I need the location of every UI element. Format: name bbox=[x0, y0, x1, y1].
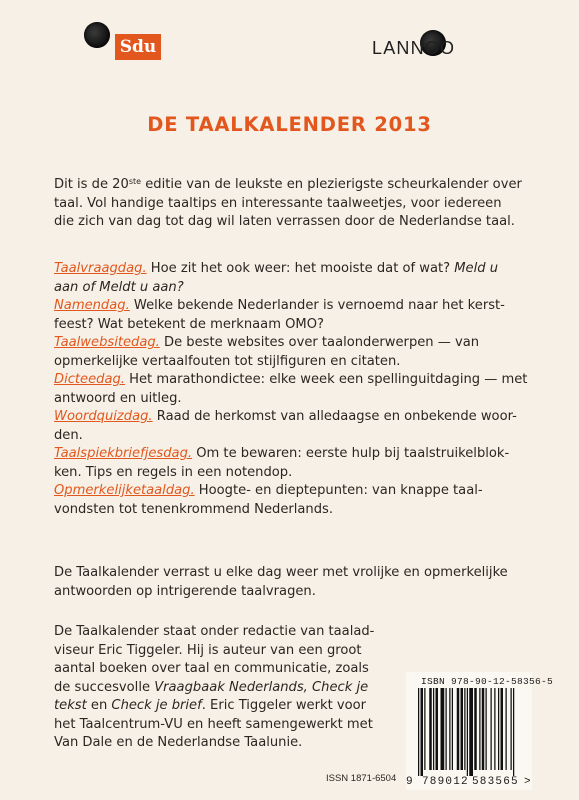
punch-hole-left bbox=[84, 22, 110, 48]
day-term: Opmerkelijketaaldag. bbox=[54, 483, 195, 498]
day-item-namendag bbox=[54, 297, 524, 334]
page-title: DE TAALKALENDER 2013 bbox=[147, 113, 432, 136]
sdu-logo: Sdu bbox=[115, 34, 161, 60]
day-text: antwoord en uitleg. bbox=[54, 390, 182, 406]
day-term: Taalspiekbriefjesdag. bbox=[54, 446, 193, 461]
issn-number: ISSN 1871-6504 bbox=[326, 773, 397, 784]
isbn-barcode bbox=[406, 672, 536, 797]
barcode-bar bbox=[506, 688, 507, 770]
day-line bbox=[54, 371, 528, 390]
intro-line: die zich van dag tot dag wil laten verrassen door de Nederlandse taal. bbox=[54, 214, 515, 229]
day-line bbox=[54, 297, 524, 316]
day-line bbox=[54, 482, 524, 501]
day-text: Hoe zit het ook weer: het mooiste dat of wat? bbox=[146, 261, 455, 276]
day-item-woordquizdag bbox=[54, 408, 524, 445]
summary-paragraph bbox=[54, 564, 524, 601]
barcode-bar bbox=[449, 688, 450, 770]
intro-text: editie van de leukste en plezierigste scheurkalender over bbox=[141, 177, 522, 192]
barcode-bar bbox=[436, 688, 439, 770]
barcode-bars bbox=[418, 688, 514, 776]
barcode-bar bbox=[464, 688, 465, 770]
barcode-bar bbox=[482, 688, 485, 770]
book-title: Check je brief bbox=[111, 698, 202, 713]
barcode-bar bbox=[433, 688, 434, 770]
barcode-digits-right: 583565 bbox=[472, 776, 519, 788]
editor-text: de succesvolle bbox=[54, 679, 155, 695]
lannoo-logo: LANNOO bbox=[372, 38, 456, 58]
day-text-italic: aan of Meldt u aan? bbox=[54, 279, 184, 295]
barcode-bar bbox=[441, 688, 445, 770]
day-term: Woordquizdag. bbox=[54, 409, 153, 424]
editor-line: viseur Eric Tiggeler. Hij is auteur van een groot bbox=[54, 642, 362, 658]
day-text: Het marathondictee: elke week een spellinguitdaging — met bbox=[124, 372, 528, 387]
day-term: Namendag. bbox=[54, 298, 130, 313]
summary-line: De Taalkalender verrast u elke dag weer met vrolijke en opmerkelijke bbox=[54, 565, 508, 580]
day-text: vondsten tot tenenkrommend Nederlands. bbox=[54, 501, 334, 517]
intro-text: Dit is de 20 bbox=[54, 177, 129, 192]
editor-line: aantal boeken over taal en communicatie, zoals bbox=[54, 661, 369, 676]
barcode-bar bbox=[461, 688, 464, 770]
editor-line: De Taalkalender staat onder redactie van taalad- bbox=[54, 624, 375, 639]
barcode-bar bbox=[474, 688, 477, 770]
barcode-bar bbox=[501, 688, 504, 770]
day-text: opmerkelijke vertaalfouten tot stijlfiguren en citaten. bbox=[54, 353, 401, 369]
barcode-bar bbox=[511, 688, 512, 770]
intro-paragraph bbox=[54, 176, 524, 232]
intro-line bbox=[54, 176, 524, 195]
barcode-bar bbox=[491, 688, 492, 770]
barcode-bar bbox=[479, 688, 480, 770]
barcode-bar bbox=[452, 688, 453, 770]
day-term: Taalvraagdag. bbox=[54, 261, 147, 276]
barcode-bar bbox=[421, 688, 424, 776]
day-item-taalspiekbriefjesdag bbox=[54, 445, 524, 482]
barcode-bar bbox=[429, 688, 432, 770]
barcode-bar bbox=[513, 688, 514, 776]
book-title: Vraagbaak Nederlands, Check je bbox=[154, 679, 369, 695]
barcode-bar bbox=[446, 688, 447, 770]
barcode-bar bbox=[486, 688, 487, 770]
summary-line: antwoorden op intrigerende taalvragen. bbox=[54, 583, 316, 599]
day-types-list bbox=[54, 260, 528, 519]
barcode-bar bbox=[418, 688, 419, 776]
edition-superscript: ste bbox=[128, 177, 142, 186]
isbn-label: ISBN 978-90-12-58356-5 bbox=[421, 676, 554, 687]
day-text: den. bbox=[54, 427, 83, 443]
barcode-bar bbox=[424, 688, 425, 770]
day-text: Welke bekende Nederlander is vernoemd naar het kerst- bbox=[129, 298, 505, 313]
day-term: Dicteedag. bbox=[54, 372, 125, 387]
barcode-digits-left: 789012 bbox=[422, 776, 469, 788]
book-title: tekst bbox=[54, 698, 87, 713]
day-line bbox=[54, 334, 524, 353]
day-item-opmerkelijketaaldag bbox=[54, 482, 524, 519]
editor-paragraph bbox=[54, 623, 375, 753]
editor-text: . Eric Tiggeler werkt voor bbox=[201, 698, 367, 713]
barcode-bar bbox=[498, 688, 499, 770]
day-line bbox=[54, 408, 524, 427]
day-line bbox=[54, 445, 524, 464]
day-line bbox=[54, 279, 524, 298]
day-line bbox=[54, 260, 524, 279]
barcode-quiet-mark: > bbox=[524, 776, 531, 788]
day-text: Om te bewaren: eerste hulp bij taalstruikelblok- bbox=[192, 446, 510, 461]
editor-line: Van Dale en de Nederlandse Taalunie. bbox=[54, 735, 303, 750]
day-text: feest? Wat betekent de merknaam OMO? bbox=[54, 316, 324, 332]
day-term: Taalwebsitedag. bbox=[54, 335, 160, 350]
barcode-bar bbox=[469, 688, 473, 776]
day-text: De beste websites over taalonderwerpen — van bbox=[159, 335, 480, 350]
intro-line: taal. Vol handige taaltips en interessante taalweetjes, voor iedereen bbox=[54, 195, 502, 211]
barcode-digit-first: 9 bbox=[406, 776, 413, 788]
editor-line bbox=[54, 697, 367, 716]
day-text-italic: Meld u bbox=[454, 261, 499, 276]
barcode-bar bbox=[457, 688, 460, 770]
day-item-taalwebsitedag bbox=[54, 334, 524, 371]
barcode-bar bbox=[494, 688, 495, 770]
day-item-dicteedag bbox=[54, 371, 528, 408]
editor-text: en bbox=[86, 698, 112, 713]
day-item-taalvraagdag bbox=[54, 260, 524, 297]
day-text: ken. Tips en regels in een notendop. bbox=[54, 464, 293, 480]
day-text: Hoogte- en dieptepunten: van knappe taal- bbox=[194, 483, 483, 498]
barcode-bar bbox=[467, 688, 468, 776]
editor-line bbox=[54, 679, 369, 698]
day-text: Raad de herkomst van alledaagse en onbekende woor- bbox=[152, 409, 517, 424]
editor-line: het Taalcentrum-VU en heeft samengewerkt met bbox=[54, 716, 373, 732]
